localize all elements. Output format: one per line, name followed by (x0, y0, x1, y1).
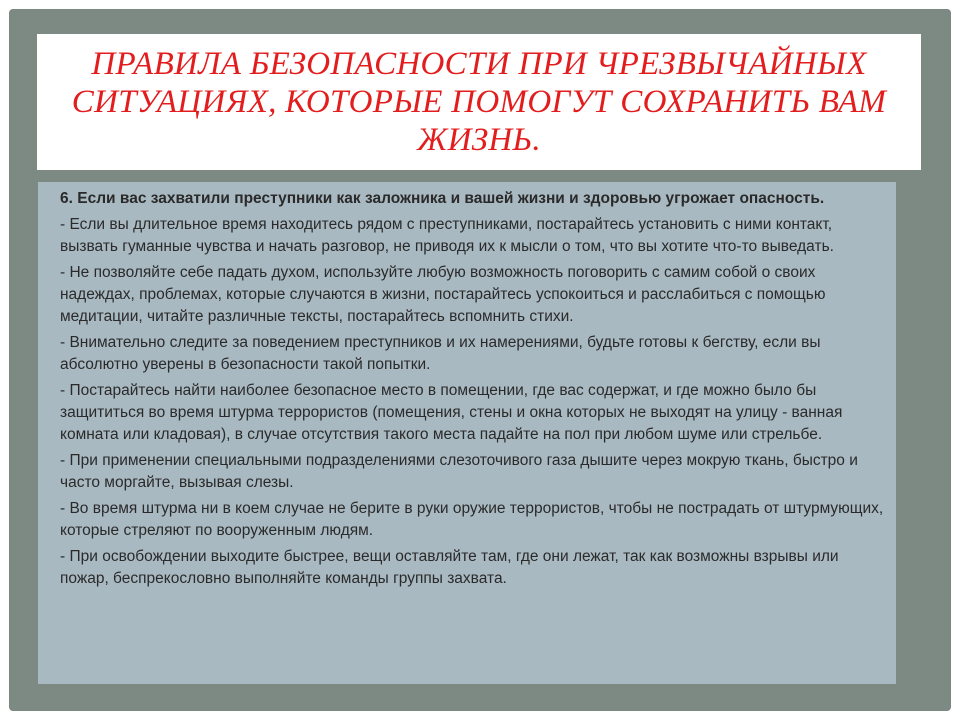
title-box (37, 34, 921, 170)
rule-paragraph-4: - Постарайтесь найти наиболее безопасное место в помещении, где вас содержат, и где можно было бы защититься во время штурма террористов (помещения, стены и окна которых не выходят на улицу - ванная комната или кладовая), в случае отсутствия такого места падайте на пол при любом шуме или стрельбе. (60, 382, 843, 443)
content-panel (38, 182, 896, 684)
rule-paragraph-2: - Не позволяйте себе падать духом, используйте любую возможность поговорить с самим собой о своих надеждах, проблемах, которые случаются в жизни, постарайтесь успокоиться и расслабиться с помощью медитации, читайте различные тексты, постарайтесь вспомнить стихи. (60, 264, 826, 325)
rule-paragraph-5: - При применении специальными подразделениями слезоточивого газа дышите через мокрую ткань, быстро и часто моргайте, вызывая слезы. (60, 452, 858, 491)
rule-paragraph-1: - Если вы длительное время находитесь рядом с преступниками, постарайтесь установить с ними контакт, вызвать гуманные чувства и начать разговор, не приводя их к мысли о том, что вы хотите что-то выведать. (60, 216, 834, 255)
rule-paragraph-3: - Внимательно следите за поведением преступников и их намерениями, будьте готовы к бегству, если вы абсолютно уверены в безопасности такой попытки. (60, 334, 821, 373)
rule-paragraph-7: - При освобождении выходите быстрее, вещи оставляйте там, где они лежат, так как возможны взрывы или пожар, беспрекословно выполняйте команды группы захвата. (60, 548, 839, 587)
section-heading: 6. Если вас захватили преступники как заложника и вашей жизни и здоровью угрожает опасность. (60, 190, 825, 207)
slide-title: ПРАВИЛА БЕЗОПАСНОСТИ ПРИ ЧРЕЗВЫЧАЙНЫХ СИТУАЦИЯХ, КОТОРЫЕ ПОМОГУТ СОХРАНИТЬ ВАМ ЖИЗНЬ. (71, 46, 887, 158)
rule-paragraph-6: - Во время штурма ни в коем случае не берите в руки оружие террористов, чтобы не пострадать от штурмующих, которые стреляют по вооруженным людям. (60, 500, 884, 539)
